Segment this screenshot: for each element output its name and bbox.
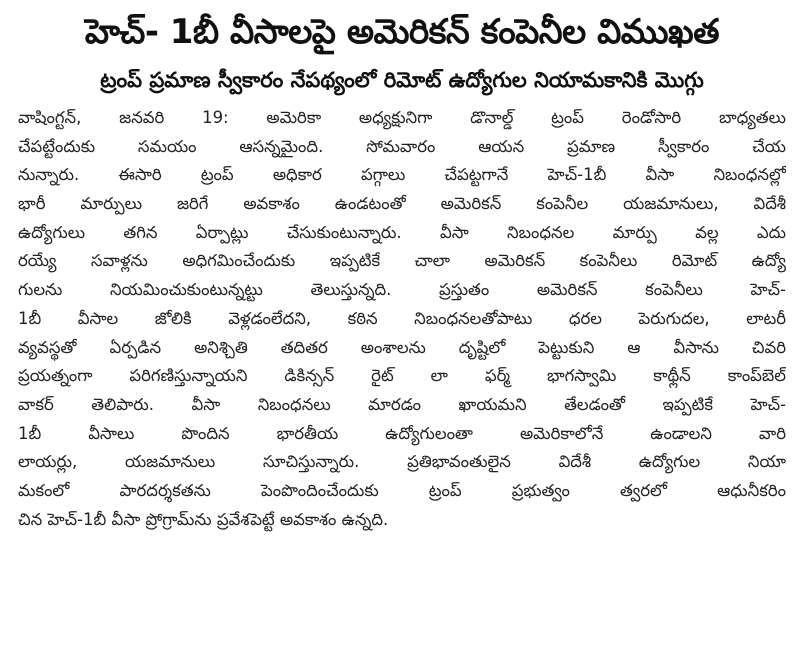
body-line: వాకర్‌ తెలిపారు. వీసా నిబంధనలు మారడం ఖాయమని తేలడంతో ఇప్పటికే హెచ్‌- — [18, 394, 786, 414]
body-line: లాయర్లు, యజమానులు సూచిస్తున్నారు. ప్రతిభావంతులైన విదేశీ ఉద్యోగుల నియా — [18, 452, 786, 472]
body-line: వ్యవస్థతో ఏర్పడిన అనిశ్చితి తదితర అంశాలను దృష్టిలో పెట్టుకుని ఆ వీసాను చివరి — [18, 337, 786, 357]
article-body — [18, 104, 786, 534]
headline: హెచ్‌- 1బీ వీసాలపై అమెరికన్‌ కంపెనీల విముఖత — [84, 12, 720, 52]
body-line: ప్రయత్నంగా పరిగణిస్తున్నాయని డికిన్సన్‌ రైట్‌ లా ఫర్మ్‌ భాగస్వామి కాథ్లీన్‌ కాంప్‌బెల్‌ — [18, 366, 786, 386]
subheadline: ట్రంప్‌ ప్రమాణ స్వీకారం నేపథ్యంలో రిమోట్‌ ఉద్యోగుల నియామకానికి మొగ్గు — [100, 68, 704, 92]
body-line: చేపట్టేందుకు సమయం ఆసన్నమైంది. సోమవారం ఆయన ప్రమాణ స్వీకారం చేయ — [18, 136, 786, 156]
body-line: వాషింగ్టన్‌, జనవరి 19: అమెరికా అధ్యక్షునిగా డొనాల్డ్‌ ట్రంప్‌ రెండోసారి బాధ్యతలు — [18, 108, 786, 127]
body-line: ఉద్యోగులు తగిన ఏర్పాట్లు చేసుకుంటున్నారు. వీసా నిబంధనల మార్పు వల్ల ఎదు — [18, 222, 786, 242]
body-line: మకంలో పారదర్శకతను పెంపొందించేందుకు ట్రంప్‌ ప్రభుత్వం త్వరలో ఆధునీకరిం — [18, 480, 786, 500]
body-line: భారీ మార్పులు జరిగే అవకాశం ఉండటంతో అమెరికన్‌ కంపెనీల యజమానులు, విదేశీ — [18, 194, 786, 214]
body-line: చిన హెచ్‌-1బీ వీసా ప్రోగ్రామ్‌ను ప్రవేశపెట్టే అవకాశం ఉన్నది. — [18, 509, 389, 529]
body-line: నున్నారు. ఈసారి ట్రంప్‌ అధికార పగ్గాలు చేపట్టగానే హెచ్‌-1బీ వీసా నిబంధనల్లో — [18, 165, 786, 185]
body-line: 1బీ వీసాల జోలికి వెళ్లడంలేదని, కఠిన నిబంధనలతోపాటు ధరల పెరుగుదల, లాటరీ — [18, 308, 786, 328]
body-line: 1బీ వీసాలు పొందిన భారతీయ ఉద్యోగులంతా అమెరికాలోనే ఉండాలని వారి — [18, 423, 786, 443]
body-line: గులను నియమించుకుంటున్నట్టు తెలుస్తున్నది. ప్రస్తుతం అమెరికన్‌ కంపెనీలు హెచ్‌- — [18, 280, 786, 300]
body-line: రయ్యే సవాళ్లను అధిగమించేందుకు ఇప్పటికే చాలా అమెరికన్‌ కంపెనీలు రిమోట్‌ ఉద్యో — [18, 251, 786, 271]
